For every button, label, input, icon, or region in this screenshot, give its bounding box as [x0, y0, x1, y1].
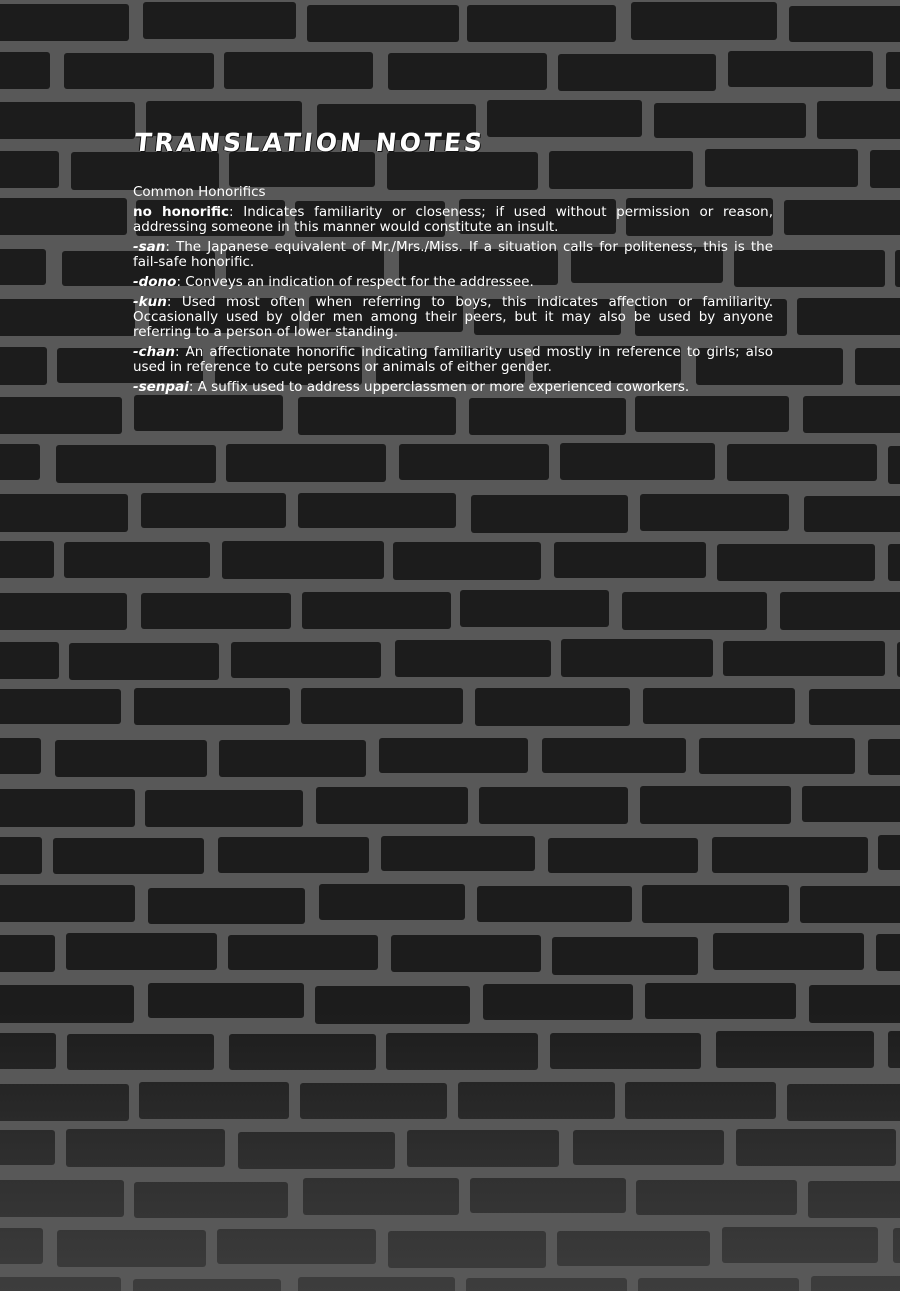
brick: [0, 1130, 55, 1165]
brick: [787, 1084, 900, 1121]
brick: [802, 786, 900, 822]
brick: [550, 1033, 701, 1069]
brick: [315, 986, 470, 1024]
brick: [0, 198, 127, 235]
brick: [141, 593, 291, 629]
brick: [300, 1083, 447, 1119]
brick: [855, 348, 900, 385]
brick: [0, 789, 135, 827]
brick: [470, 1178, 626, 1213]
brick: [0, 593, 127, 630]
honorific-entry-chan: [133, 345, 773, 375]
brick: [722, 1227, 878, 1263]
brick: [222, 541, 384, 579]
brick: [0, 249, 46, 285]
brick: [625, 1082, 776, 1119]
brick: [467, 5, 616, 42]
brick: [888, 1031, 900, 1068]
honorific-term: -san: [133, 239, 166, 255]
brick: [728, 51, 873, 87]
brick: [395, 640, 551, 677]
brick: [713, 933, 864, 970]
brick: [736, 1129, 896, 1166]
brick: [298, 397, 456, 435]
brick: [717, 544, 875, 581]
brick: [229, 1034, 376, 1070]
brick: [642, 885, 789, 923]
brick: [635, 396, 789, 432]
brick: [483, 984, 633, 1020]
brick: [53, 838, 204, 874]
brick: [573, 1130, 724, 1165]
honorific-definition: : Used most often when referring to boys, this indicates affection or familiarity. Occasionally used by older men among their peers, but it may also be used by anyone referring to a person of lower standing.: [133, 294, 773, 340]
brick: [134, 1182, 288, 1218]
brick: [0, 1084, 129, 1121]
brick: [0, 52, 50, 89]
brick: [226, 444, 386, 482]
honorific-definition: : Indicates familiarity or closeness; if used without permission or reason, addressing someone in this manner would constitute an insult.: [133, 204, 773, 235]
brick: [0, 444, 40, 480]
brick: [217, 1229, 376, 1264]
brick: [381, 836, 535, 871]
brick: [640, 786, 791, 824]
honorific-definition: : An affectionate honorific indicating familiarity used mostly in reference to girls; also used in reference to cute persons or animals of either gender.: [133, 344, 773, 375]
brick: [557, 1231, 710, 1266]
brick: [638, 1278, 799, 1291]
brick: [0, 102, 135, 139]
brick: [888, 544, 900, 581]
honorific-entry-none: [133, 205, 773, 235]
brick: [134, 395, 283, 431]
brick: [789, 6, 900, 42]
brick: [895, 250, 900, 287]
brick: [69, 643, 219, 680]
brick: [0, 1228, 43, 1264]
brick: [133, 1279, 281, 1291]
brick: [784, 200, 900, 235]
brick: [0, 935, 55, 972]
honorific-term: -chan: [133, 344, 175, 360]
brick: [640, 494, 789, 531]
brick: [0, 397, 122, 434]
brick: [145, 790, 303, 827]
brick: [809, 689, 900, 725]
honorific-entry-san: [133, 240, 773, 270]
brick: [388, 53, 547, 90]
brick: [893, 1228, 900, 1263]
brick: [67, 1034, 214, 1070]
brick: [298, 1277, 455, 1291]
honorific-term: -dono: [133, 274, 177, 290]
brick: [231, 642, 381, 678]
brick: [64, 53, 214, 89]
brick: [148, 983, 304, 1018]
brick: [716, 1031, 874, 1068]
brick: [888, 446, 900, 484]
brick: [804, 496, 900, 532]
brick: [56, 445, 216, 483]
brick: [0, 1180, 124, 1217]
brick: [803, 396, 900, 433]
brick: [466, 1278, 627, 1291]
brick: [66, 1129, 225, 1167]
brick: [809, 985, 900, 1023]
brick: [0, 689, 121, 724]
brick: [391, 935, 541, 972]
brick: [55, 740, 207, 777]
brick: [870, 150, 900, 188]
brick: [458, 1082, 615, 1119]
brick: [388, 1231, 546, 1268]
brick: [224, 52, 373, 89]
brick: [0, 4, 129, 41]
brick: [302, 592, 451, 629]
brick: [0, 1277, 121, 1291]
brick: [542, 738, 686, 773]
honorific-entry-senpai: [133, 380, 773, 395]
brick: [0, 541, 54, 578]
brick: [554, 542, 706, 578]
brick: [298, 493, 456, 528]
brick: [0, 985, 134, 1023]
brick: [66, 933, 217, 970]
brick: [469, 398, 626, 435]
brick: [876, 934, 900, 971]
brick: [0, 1033, 56, 1069]
brick: [727, 444, 877, 481]
honorific-entry-dono: [133, 275, 773, 290]
brick: [645, 983, 796, 1019]
brick: [57, 1230, 206, 1267]
brick: [301, 688, 463, 724]
brick: [228, 935, 378, 970]
brick: [316, 787, 468, 824]
brick: [143, 2, 296, 39]
brick: [475, 688, 630, 726]
brick: [393, 542, 541, 580]
brick: [631, 2, 777, 40]
brick: [0, 738, 41, 774]
brick: [479, 787, 628, 824]
honorific-definition: : The Japanese equivalent of Mr./Mrs./Miss. If a situation calls for politeness, this is the fail-safe honorific.: [133, 239, 773, 270]
brick: [134, 688, 290, 725]
brick: [139, 1082, 289, 1119]
brick: [303, 1178, 459, 1215]
brick: [558, 54, 716, 91]
brick: [148, 888, 305, 924]
brick: [560, 443, 715, 480]
brick: [141, 493, 286, 528]
brick: [548, 838, 698, 873]
brick: [0, 642, 59, 679]
brick: [643, 688, 795, 724]
brick: [307, 5, 459, 42]
brick: [218, 837, 369, 873]
brick: [0, 151, 59, 188]
brick: [477, 886, 632, 922]
brick: [379, 738, 528, 773]
brick: [0, 347, 47, 385]
honorific-term: no honorific: [133, 204, 230, 220]
brick: [808, 1181, 900, 1218]
brick: [460, 590, 609, 627]
brick: [797, 298, 900, 335]
brick: [471, 495, 628, 533]
brick: [886, 52, 900, 89]
honorific-definition: : A suffix used to address upperclassmen or more experienced coworkers.: [188, 379, 690, 395]
brick: [0, 885, 135, 922]
honorific-term: -senpai: [133, 379, 189, 395]
page-title: TRANSLATION NOTES: [133, 128, 487, 157]
brick: [238, 1132, 395, 1169]
brick: [0, 837, 42, 874]
brick: [800, 886, 900, 923]
brick: [319, 884, 465, 920]
brick: [622, 592, 767, 630]
brick: [723, 641, 885, 676]
section-heading: Common Honorifics: [133, 184, 266, 200]
brick: [0, 299, 135, 336]
brick: [699, 738, 855, 774]
brick: [64, 542, 210, 578]
honorific-definition: : Conveys an indication of respect for the addressee.: [176, 274, 534, 290]
brick: [811, 1276, 900, 1291]
brick: [817, 101, 900, 139]
brick: [0, 494, 128, 532]
honorific-term: -kun: [133, 294, 167, 310]
translation-notes-panel: [133, 128, 773, 400]
brick: [780, 592, 900, 630]
brick: [386, 1033, 538, 1070]
brick: [561, 639, 713, 677]
brick: [878, 835, 900, 870]
brick: [407, 1130, 559, 1167]
brick: [868, 739, 900, 775]
honorific-entry-kun: [133, 295, 773, 340]
brick: [636, 1180, 797, 1215]
brick: [399, 444, 549, 480]
brick: [552, 937, 698, 975]
brick: [712, 837, 868, 873]
brick: [219, 740, 366, 777]
